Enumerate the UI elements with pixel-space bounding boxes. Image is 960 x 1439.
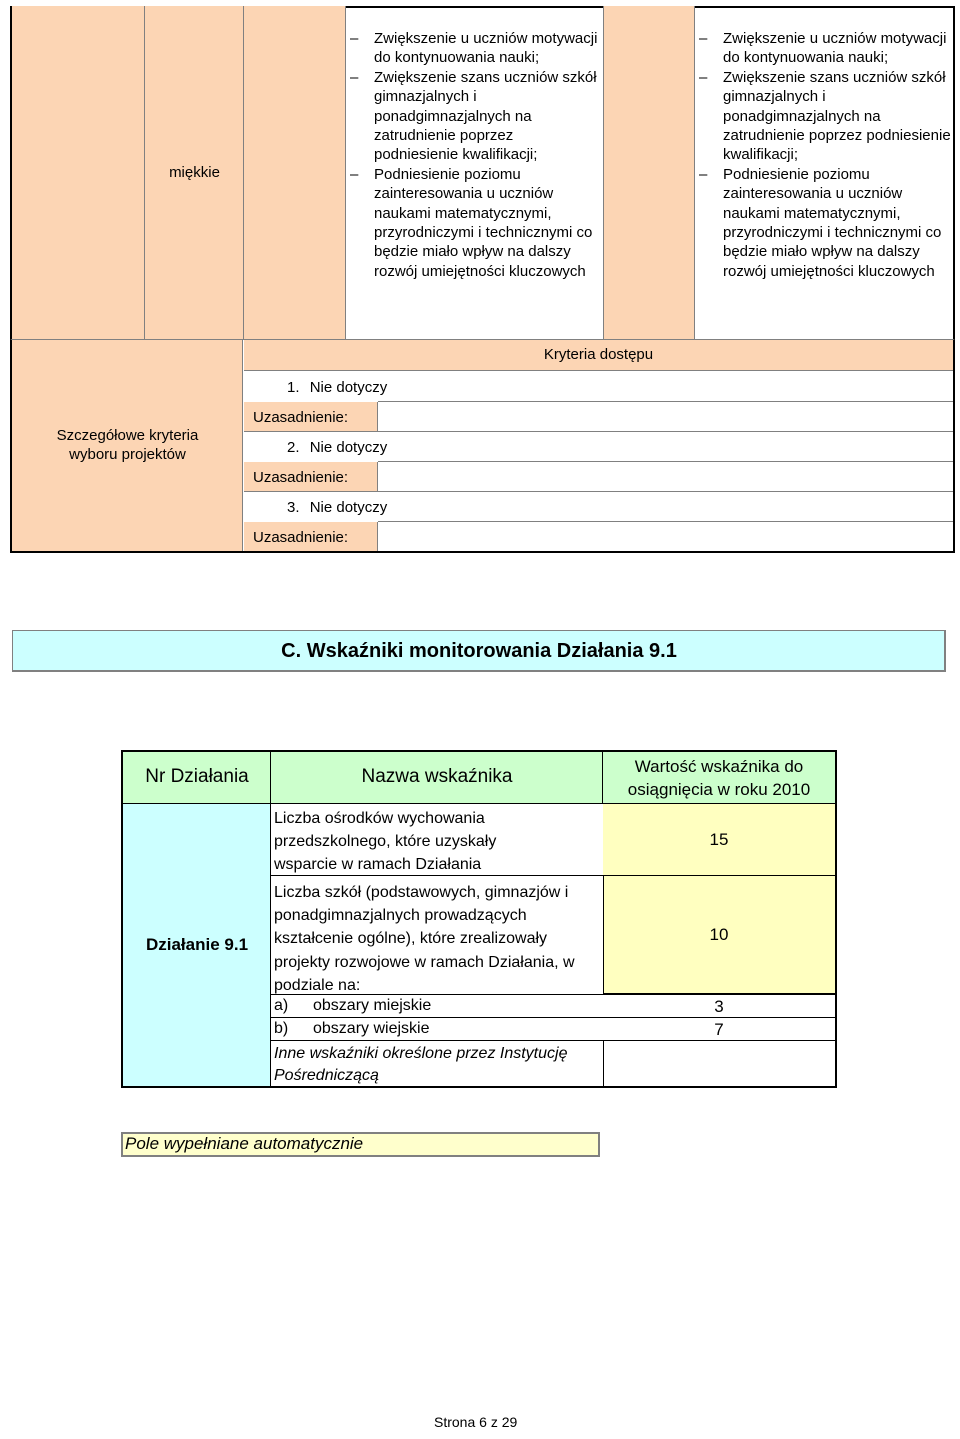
top-col-1 (12, 6, 145, 339)
auto-fill-legend-text: Pole wypełniane automatycznie (125, 1134, 364, 1153)
criterion-text: Nie dotyczy (309, 379, 388, 396)
goals-list-left (348, 29, 598, 281)
grid-line (271, 994, 835, 995)
header-name: Nazwa wskaźnika (361, 766, 513, 787)
grid-line (378, 461, 953, 462)
grid-line (271, 1040, 835, 1041)
other-indicators: Inne wskaźniki określone przez Instytucję Pośredniczącą (274, 1045, 568, 1084)
goals-list-right (697, 29, 951, 281)
criterion-num: 2. (287, 439, 300, 456)
criterion-1 (287, 378, 387, 397)
row-label-miekkie: miękkie (169, 164, 220, 181)
top-col-5 (603, 6, 695, 339)
grid-line (271, 1017, 835, 1018)
goal-item: – Podniesienie poziomu zainteresowania u uczniów naukami matematycznymi, przyrodniczymi i technicznymi co będzie miało wpływ na dalszy rozwój umiejętności kluczowych (348, 165, 598, 281)
grid-line (378, 401, 953, 402)
page-number: Strona 6 z 29 (434, 1414, 518, 1430)
header-nr: Nr Działania (145, 766, 249, 787)
criterion-num: 1. (287, 379, 300, 396)
goal-item: – Podniesienie poziomu zainteresowania u uczniów naukami matematycznymi, przyrodniczymi i technicznymi co będzie miało wpływ na dalszy rozwój umiejętności kluczowych (697, 165, 951, 281)
grid-line (244, 491, 953, 492)
goal-item: – Zwiększenie szans uczniów szkół gimnazjalnych i ponadgimnazjalnych na zatrudnienie poprzez podniesienie kwalifikacji; (348, 68, 598, 165)
action-label: Działanie 9.1 (145, 935, 249, 954)
grid-line (271, 875, 603, 876)
subrow-b-name: obszary wiejskie (313, 1020, 430, 1037)
section-c-title: C. Wskaźniki monitorowania Działania 9.1 (281, 640, 677, 662)
goal-item: – Zwiększenie u uczniów motywacji do kontynuowania nauki; (697, 29, 951, 68)
subrow-a-name: obszary miejskie (313, 997, 432, 1014)
grid-line (603, 1040, 604, 1086)
header-value-line1: Wartość wskaźnika do (634, 757, 804, 776)
criteria-header: Kryteria dostępu (543, 346, 654, 363)
criterion-2 (287, 438, 387, 457)
subrow-a-value: 3 (714, 997, 724, 1016)
grid-line (244, 431, 953, 432)
criterion-just-1: Uzasadnienie: (253, 409, 349, 426)
criterion-just-3: Uzasadnienie: (253, 529, 349, 546)
subrow-b-label: b) (274, 1020, 289, 1037)
criterion-text: Nie dotyczy (309, 499, 388, 516)
indicator-row-2-value: 10 (709, 925, 729, 944)
criteria-section-label: Szczegółowe kryteria wyboru projektów (56, 427, 199, 464)
criterion-text: Nie dotyczy (309, 439, 388, 456)
goal-item: – Zwiększenie szans uczniów szkół gimnazjalnych i ponadgimnazjalnych na zatrudnienie poprzez podniesienie kwalifikacji; (697, 68, 951, 165)
subrow-b-value: 7 (714, 1020, 724, 1039)
header-value-line2: osiągnięcia w roku 2010 (627, 780, 811, 799)
indicator-row-2-name: Liczba szkół (podstawowych, gimnazjów i ponadgimnazjalnych prowadzących kształcenie ogólne), które zrealizowały projekty rozwojowe w ramach Działania, w podziale na: (274, 884, 575, 994)
goal-item: – Zwiększenie u uczniów motywacji do kontynuowania nauki; (348, 29, 598, 68)
criterion-just-2: Uzasadnienie: (253, 469, 349, 486)
top-col-3 (244, 6, 346, 339)
criterion-num: 3. (287, 499, 300, 516)
subrow-a-label: a) (274, 997, 289, 1014)
criterion-3 (287, 498, 387, 517)
indicators-table (121, 750, 837, 1088)
indicator-row-1-name: Liczba ośrodków wychowania przedszkolnego, które uzyskały wsparcie w ramach Działania (274, 810, 497, 873)
grid-line (378, 521, 953, 522)
indicator-row-1-value: 15 (709, 830, 729, 849)
